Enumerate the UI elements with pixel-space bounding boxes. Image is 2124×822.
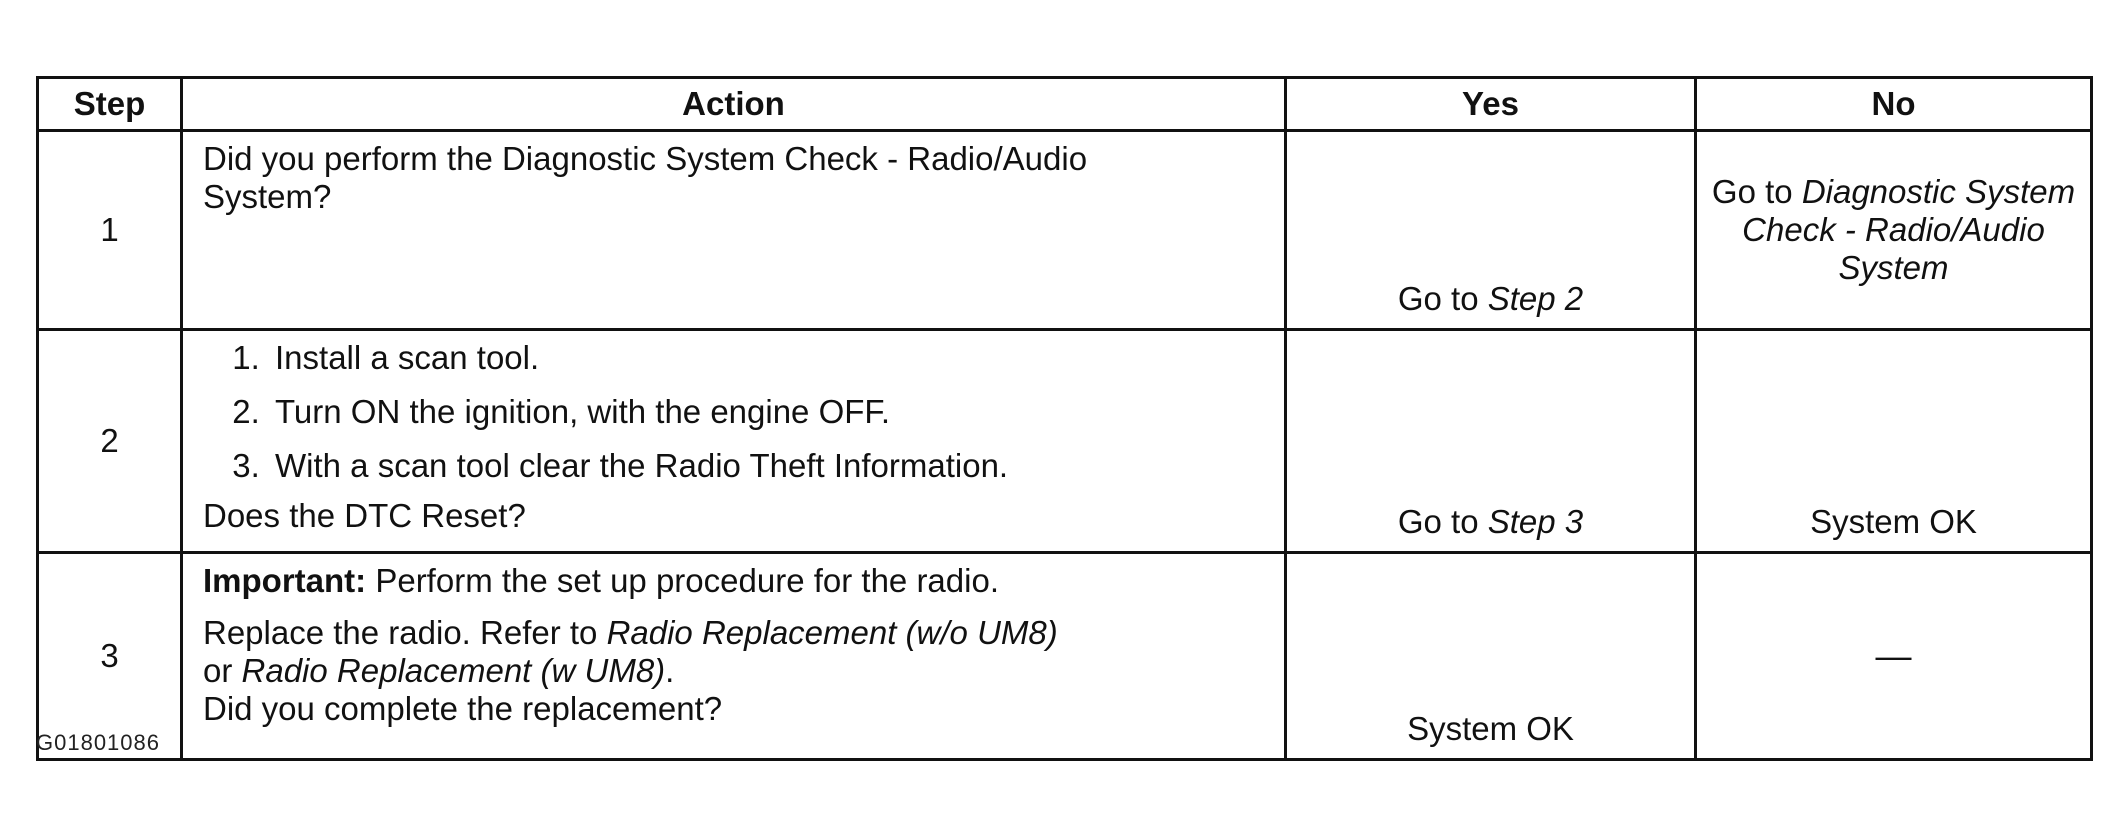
yes-cell <box>1286 330 1696 553</box>
list-item: 1. Install a scan tool. <box>269 339 1270 377</box>
header-no: No <box>1696 78 2092 131</box>
important-text: Perform the set up procedure for the radio. <box>366 562 999 599</box>
no-dash: — <box>1875 635 1912 677</box>
yes-step-link[interactable]: Step 2 <box>1487 280 1584 318</box>
action-question: Did you perform the Diagnostic System Check - Radio/Audio System? <box>203 140 1088 215</box>
action-cell <box>182 553 1286 760</box>
yes-step-link[interactable]: Step 3 <box>1487 503 1584 541</box>
replace-text: Replace the radio. Refer to <box>203 613 607 651</box>
table-row <box>38 330 2092 553</box>
replace-or: or <box>203 651 242 689</box>
step-number: 1 <box>38 131 182 330</box>
replace-instruction-cont <box>203 652 1270 690</box>
action-question: Did you complete the replacement? <box>203 689 723 727</box>
table-row <box>38 553 2092 760</box>
action-cell <box>182 131 1286 330</box>
diagnostic-table <box>36 76 2093 761</box>
no-cell: System OK <box>1696 330 2092 553</box>
yes-cell: System OK <box>1286 553 1696 760</box>
yes-prefix: Go to <box>1397 503 1488 541</box>
radio-replacement-link-wo-um8[interactable]: Radio Replacement (w/o UM8) <box>606 613 1058 651</box>
replace-end: . <box>665 651 675 689</box>
no-diagnostic-link[interactable]: Diagnostic System Check - Radio/Audio System <box>1742 173 2076 286</box>
yes-cell <box>1286 131 1696 330</box>
important-note <box>203 562 1270 600</box>
important-label: Important: <box>203 562 367 599</box>
no-prefix: Go to <box>1711 173 1802 211</box>
step-number: 2 <box>38 330 182 553</box>
step-number: 3 <box>38 553 182 760</box>
figure-id: G01801086 <box>36 730 160 755</box>
replace-instruction <box>203 614 1270 652</box>
header-row <box>38 78 2092 131</box>
action-cell <box>182 330 1286 553</box>
list-item: 2. Turn ON the ignition, with the engine OFF. <box>269 393 1270 431</box>
header-yes: Yes <box>1286 78 1696 131</box>
yes-prefix: Go to <box>1397 280 1488 318</box>
radio-replacement-link-w-um8[interactable]: Radio Replacement (w UM8) <box>241 651 666 689</box>
list-item: 3. With a scan tool clear the Radio Theft Information. <box>269 447 1270 485</box>
action-question: Does the DTC Reset? <box>203 496 526 534</box>
table-row <box>38 131 2092 330</box>
action-steps-list <box>203 339 1270 485</box>
header-action: Action <box>182 78 1286 131</box>
no-cell <box>1696 131 2092 330</box>
no-cell <box>1696 553 2092 760</box>
header-step: Step <box>38 78 182 131</box>
